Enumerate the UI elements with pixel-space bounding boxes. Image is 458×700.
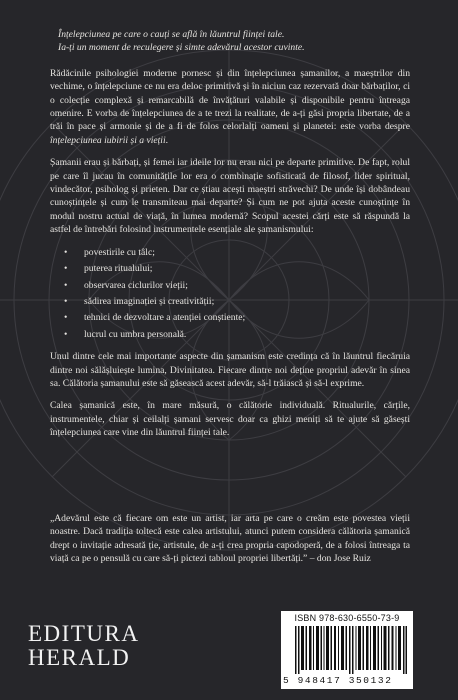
barcode-bars-icon [295, 626, 407, 674]
list-item: • puterea ritualului; [50, 262, 410, 275]
paragraph-3: Unul dintre cele mai importante aspecte din șamanism este credința că în lăuntrul fiecăruia dintre noi sălășluiește lumina, Divinitatea. Fiecare dintre noi deține propriul adevăr în sinea sa. Călătoria șamanului este să găsească acest adevăr, să-l trăiască și să-l exprime. [50, 351, 410, 389]
list-item: • tehnici de dezvoltare a atenției conștiente; [50, 311, 410, 324]
paragraph-1-text: Rădăcinile psihologiei moderne pornesc și din înțelepciunea șamanilor, a maeștrilor din vechime, o înțelepciune ce nu era deloc primitivă și în niciun caz rezervată doar bărbaților, ci o colecție complexă și remarcabilă de învățături valabile și disponibile pentru întreaga omenire. E vorba de înțelepciunea de a te trezi la realitate, de a-ți găsi propria libertate, de a trăi în pace și armonie și de a fi de folos celorlalți oameni și planetei: este vorba despre [50, 67, 410, 133]
list-item: • observarea ciclurilor vieții; [50, 279, 410, 292]
isbn-label: ISBN 978-630-6550-73-9 [294, 613, 400, 623]
paragraph-4: Calea șamanică este, în mare măsură, o călătorie individuală. Ritualurile, cărțile, instrumentele, chiar și ceilalți șamani servesc doar ca ghizi meniți să te ajute să găsești înțelepciunea care vine din lăuntrul ființei tale. [50, 400, 410, 439]
paragraph-2: Șamanii erau și bărbați, și femei iar ideile lor nu erau nici pe departe primitive. De fapt, rolul pe care îl jucau în comunitățile lor era o combinație sofisticată de filosof, lider spiritual, vindecător, psiholog și prieten. Dar ce știau acești maeștri străvechi? De unde își dobândeau cunoștințele și cum le transmiteau mai departe? Și cum ne pot ajuta aceste cunoștințe în modul nostru actual de viață, în lumea modernă? Scopul acestei cărți este să răspundă la astfel de întrebări folosind instrumentele esențiale ale șamanismului: [50, 157, 410, 236]
publisher-line-1: EDITURA [28, 621, 140, 646]
paragraph-1-emphasis: înțelepciunea iubirii și a vieții [50, 134, 166, 146]
epigraph-line-1: Înțelepciunea pe care o cauți se află în lăuntrul ființei tale. [58, 29, 285, 40]
quote: „Adevărul este că fiecare om este un artist, iar arta pe care o creăm este povestea vieții noastre. Dacă tradiția toltecă este calea artistului, atunci putem considera călătoria șamanică drept o invitație adresată ție, artistule, de a-ți crea propria capodoperă, de a folosi întreaga ta viață ca pe o pensulă cu care să-ți pictezi tabloul propriei libertăți.” – don Jose Ruiz [50, 513, 410, 565]
list-item: • lucrul cu umbra personală. [50, 328, 410, 341]
paragraph-1 [50, 67, 410, 147]
ean-number: 5 948417 350132 [283, 675, 393, 686]
barcode [281, 611, 413, 689]
list-item: • povestirile cu tâlc; [50, 246, 410, 259]
publisher-line-2: HERALD [28, 645, 131, 670]
back-cover-text [50, 28, 410, 449]
list-item: • sădirea imaginației și creativității; [50, 295, 410, 308]
paragraph-1-end: . [165, 134, 169, 146]
epigraph [58, 28, 410, 55]
epigraph-line-2: Ia-ți un moment de reculegere și simte adevărul acestor cuvinte. [58, 42, 305, 54]
publisher-logo [28, 622, 168, 670]
tools-list [50, 246, 410, 341]
